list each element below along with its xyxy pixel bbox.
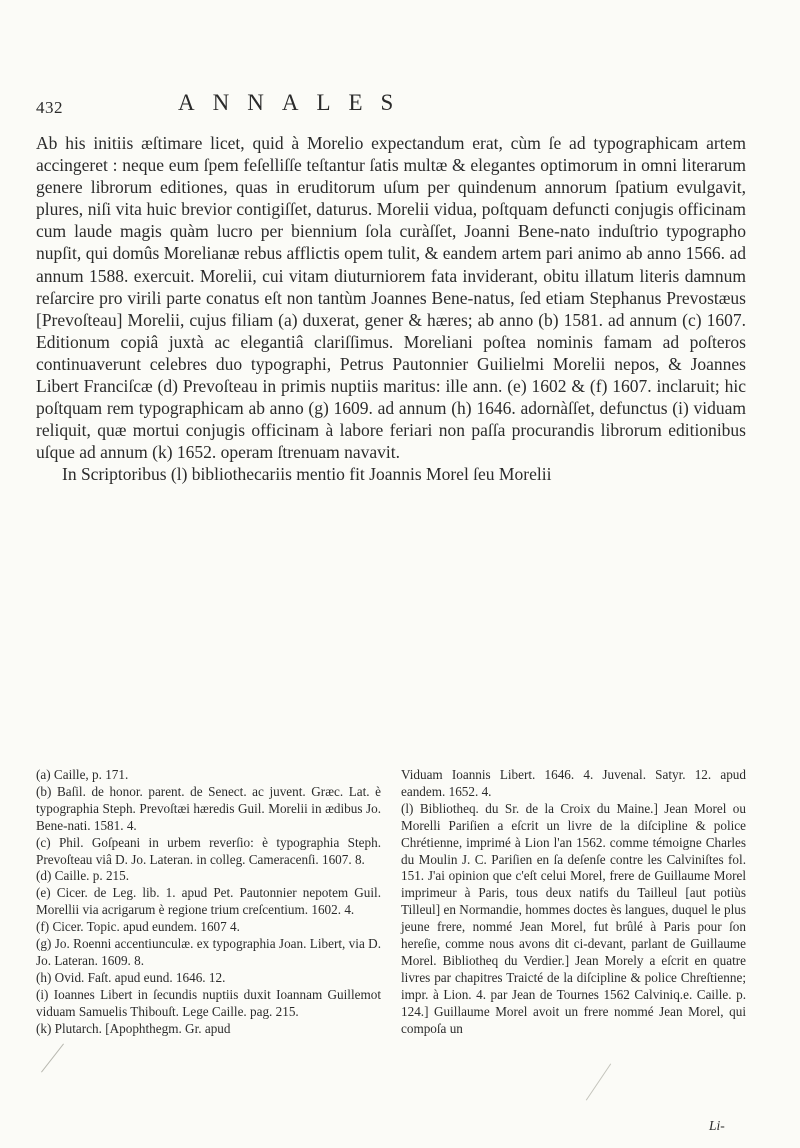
footnote-f: (f) Cicer. Topic. apud eundem. 1607 4. [36,919,240,935]
scan-mark [586,1063,611,1100]
footnotes [36,767,746,1038]
main-text-block [36,132,746,486]
footnote-l: (l) Bibliotheq. du Sr. de la Croix du Maine.] Jean Morel ou Morelli Pariſien a eſcrit un livre de la diſcipline & police Chrétienne, imprimé à Lion l'an 1562. comme témoigne Charles du Moulin J. C. Pariſien en ſa deſenſe contre les Calviniſtes fol. 151. J'ai opinion que c'eſt celui Morel, frere de Guillaume Morel imprimeur à Paris, tous deux natifs du Tailleul [aut potiùs Tilleul] en Normandie, hommes doctes ès langues, duquel le plus jeune frere, nommé Jean Morel, fut brûlé à Paris pour ſon hereſie, comme nous avons dit ci-devant, parlant de Guillaume Morel. Bibliotheq du Verdier.] Jean Morely a eſcrit en quatre livres par chapitres Traicté de la diſcipline & police Chreſtienne; impr. à Lion. 4. par Jean de Tournes 1562 Calviniq.e. Caille. p. 124.] Guillaume Morel avoit un frere nommé Jean Morel, qui compoſa un [401,800,746,1036]
page-number: 432 [36,98,63,117]
scan-mark [41,1044,64,1073]
footnote-e: (e) Cicer. de Leg. lib. 1. apud Pet. Pautonnier nepotem Guil. Morellii via acrigarum è regione trium creſcentium. 1602. 4. [36,885,381,918]
footnote-b: (b) Baſil. de honor. parent. de Senect. ac juvent. Græc. Lat. è typographia Steph. Prevoſtæi hæredis Guil. Morelii in ædibus Jo. Bene-nati. 1581. 4. [36,783,381,833]
main-paragraph-1: Ab his initiis æſtimare licet, quid à Morelio expectandum erat, cùm ſe ad typographicam artem accingeret : neque eum ſpem feſelliſſe teſtantur ſatis multæ & elegantes optimorum in omni literarum genere librorum editiones, quas in eruditorum uſum per quindenum annorum ſpatium evulgavit, plures, niſi vita huic brevior contigiſſet, daturus. Morelii vidua, poſtquam defuncti conjugis officinam cum laude magis quàm lucro per biennium ſola curàſſet, Joanni Bene-nato induſtrio typographo nupſit, qui domûs Morelianæ rebus afflictis opem tulit, & eandem artem pari animo ab anno 1566. ad annum 1588. exercuit. Morelii, cui vitam diuturniorem fata inviderant, obitu illatum literis damnum reſarcire pro virili parte conatus eſt non tantùm Joannes Bene-natus, ſed etiam Stephanus Prevostæus [Prevoſteau] Morelii, cujus filiam (a) duxerat, gener & hæres; ab anno (b) 1581. ad annum (c) 1607. Editionum copiâ juxtà ac elegantiâ clariſſimus. Moreliani poſtea nominis famam ad poſteros continuaverunt celebres duo typographi, Petrus Pautonnier Guilielmi Morelii nepos, & Joannes Libert Franciſcæ (d) Prevoſteau in primis nuptiis maritus: ille ann. (e) 1602 & (f) 1607. inclaruit; hic poſtquam rem typographicam ab anno (g) 1609. ad annum (h) 1646. adornàſſet, defunctus (i) viduam reliquit, quæ mortui conjugis officinam à labore feriari non paſſa procurandis librorum editionibus uſque ad annum (k) 1652. operam ſtrenuam navavit. [36,133,746,463]
footnote-i: (i) Ioannes Libert in ſecundis nuptiis duxit Ioannam Guillemot viduam Samuelis Thibouſt. Lege Caille. pag. 215. [36,986,381,1019]
running-head: ANNALES [178,90,412,115]
main-paragraph-2: In Scriptoribus (l) bibliothecariis mentio fit Joannis Morel ſeu Morelii [62,464,552,485]
footnote-k: (k) Plutarch. [Apophthegm. Gr. apud [36,1020,231,1036]
footnote-c: (c) Phil. Goſpeani in urbem reverſio: è typographia Steph. Prevoſteau viâ D. Jo. Lateran. in colleg. Cameracenſi. 1607. 8. [36,834,381,867]
footnotes-left-column [36,767,381,1038]
footnotes-right-column [401,767,746,1038]
footnote-d: (d) Caille. p. 215. [36,868,130,884]
footnote-h: (h) Ovid. Faſt. apud eund. 1646. 12. [36,969,226,985]
footnote-g: (g) Jo. Roenni accentiunculæ. ex typographia Joan. Libert, via D. Jo. Lateran. 1609. 8. [36,936,381,968]
footnote-catchword: Li- [709,1118,725,1133]
footnote-a: (a) Caille, p. 171. [36,767,129,782]
footnote-k-continued: Viduam Ioannis Libert. 1646. 4. Juvenal. Satyr. 12. apud eandem. 1652. 4. [401,767,746,799]
